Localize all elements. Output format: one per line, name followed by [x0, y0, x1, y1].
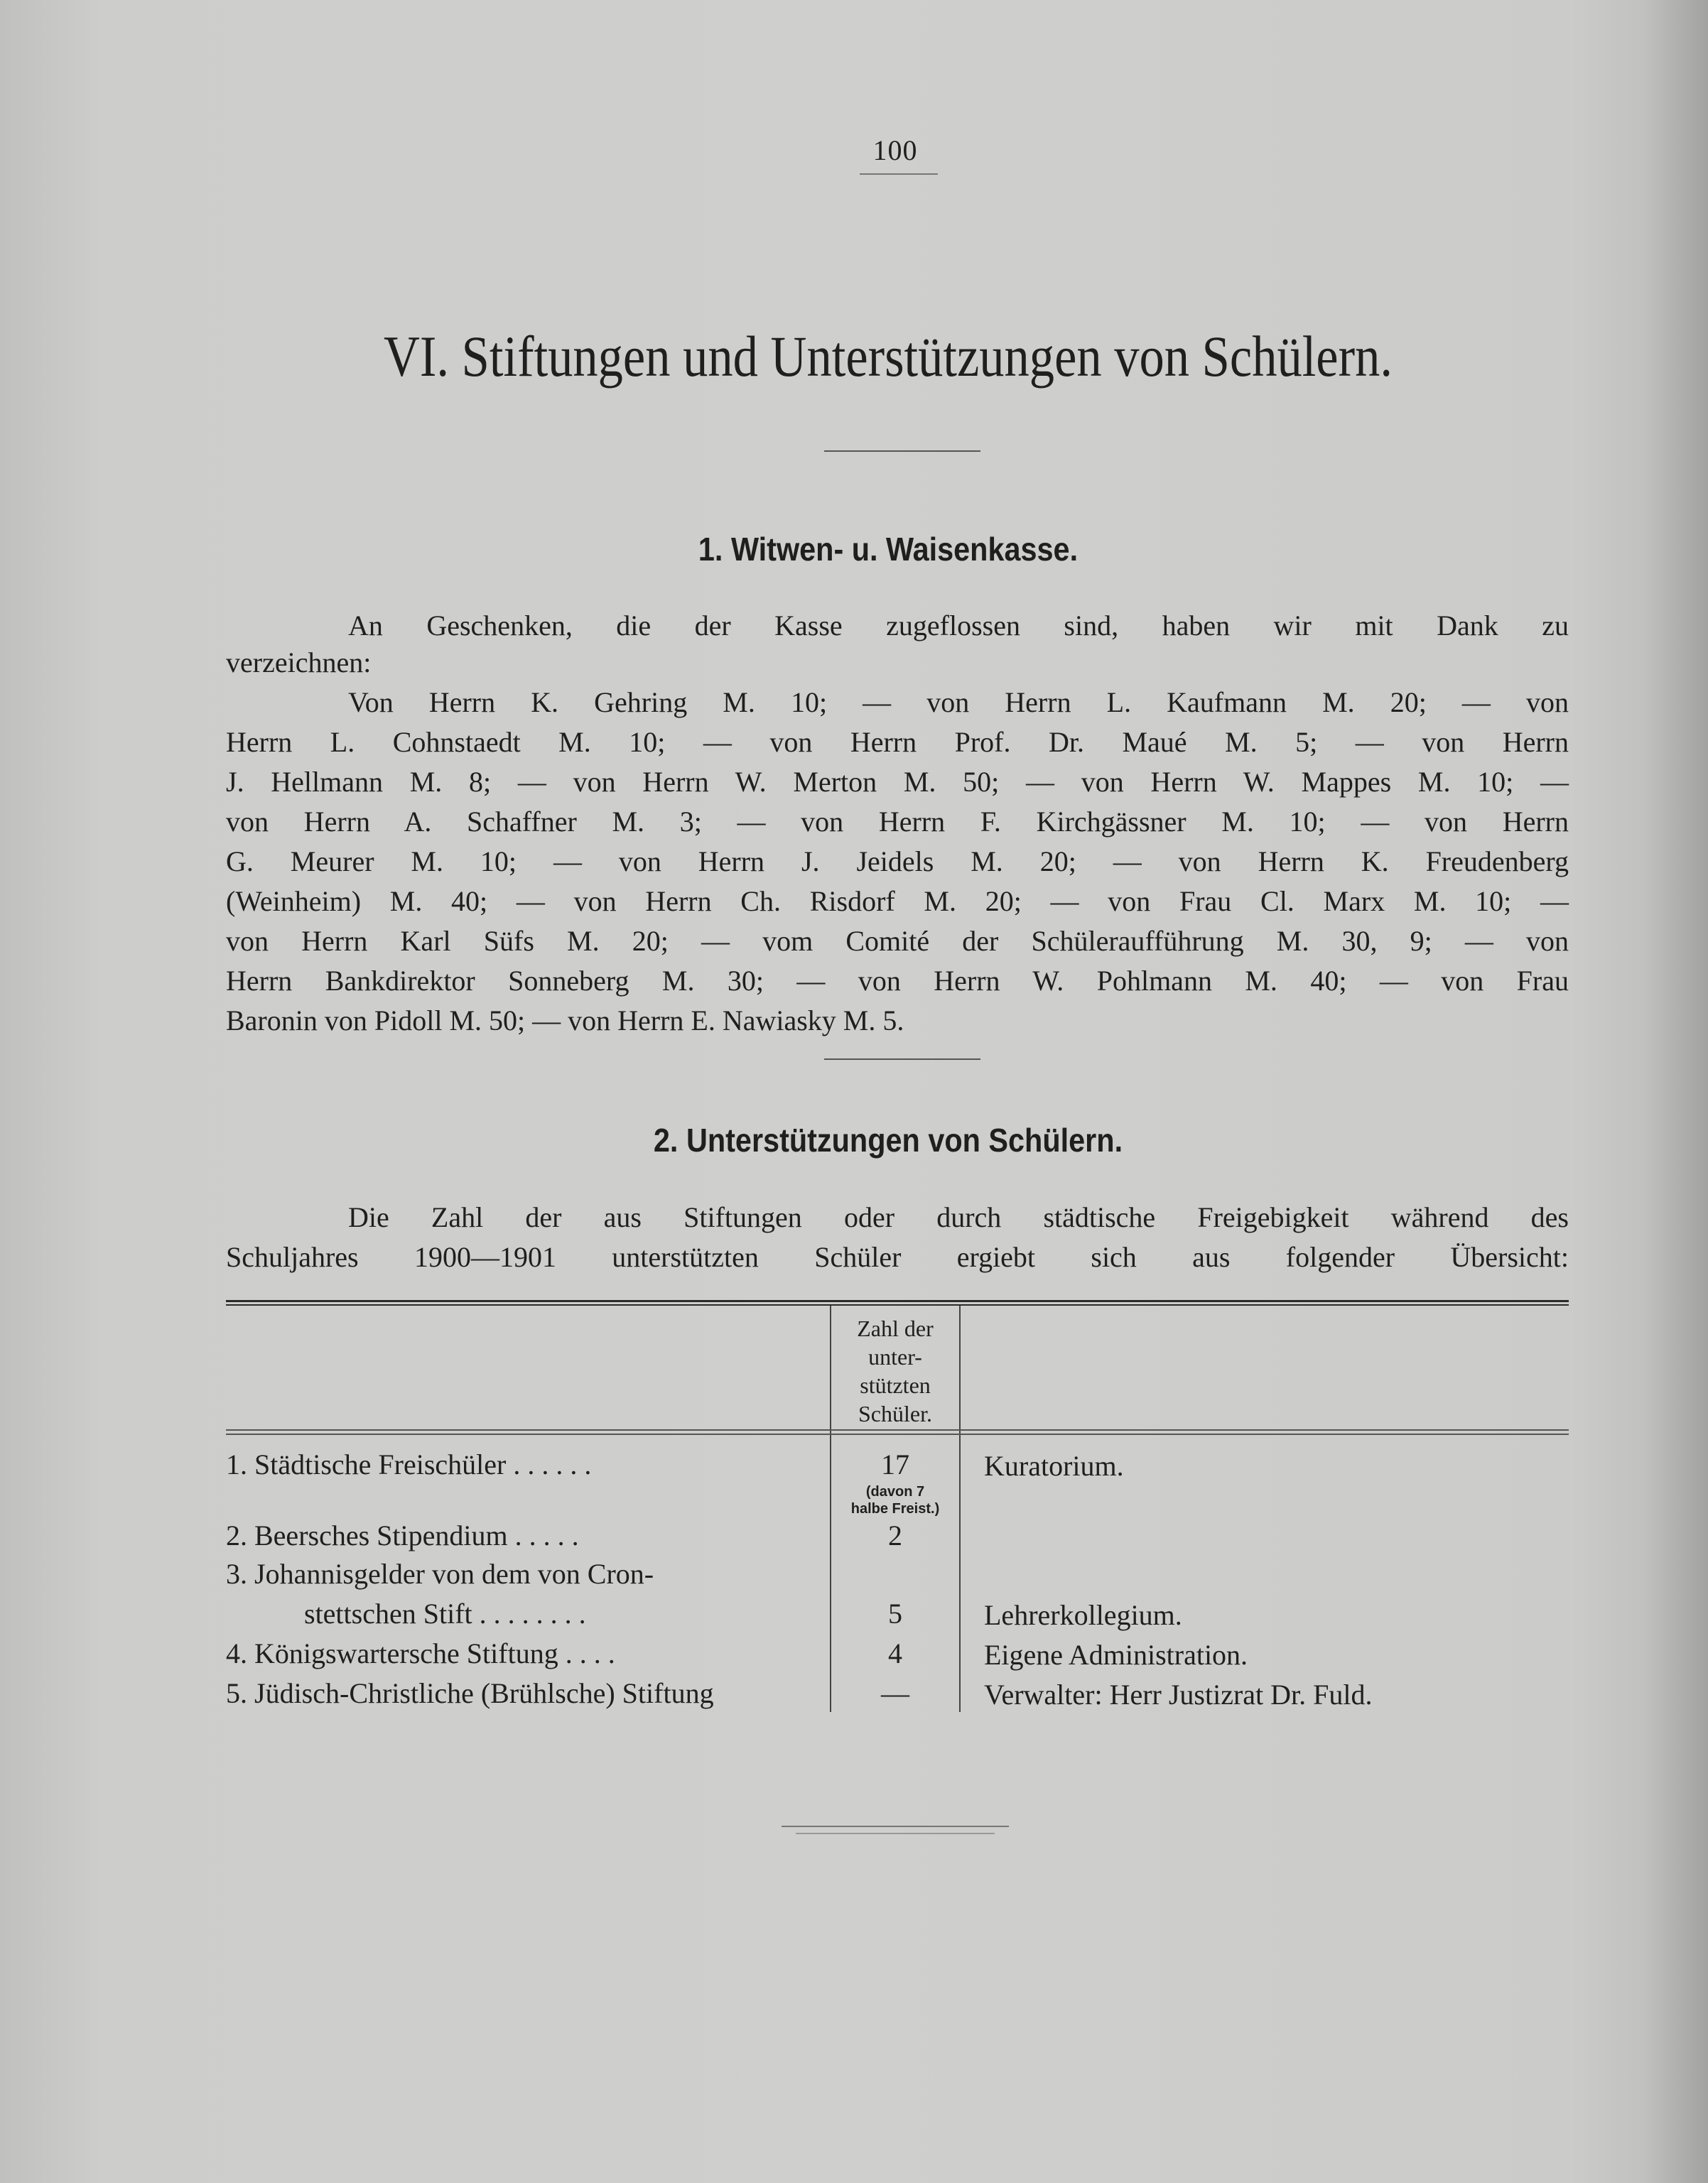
- chapter-title: VI. Stiftungen und Unterstützungen von Schülern.: [384, 324, 1393, 389]
- section1-line: J. Hellmann M. 8; — von Herrn W. Merton M. 50; — von Herrn W. Mappes M. 10; —: [226, 766, 1569, 798]
- table-top-rule: [226, 1300, 1569, 1302]
- table-row-admin: Kuratorium.: [984, 1450, 1124, 1482]
- end-divider: [782, 1826, 1009, 1827]
- table-header-rule: [226, 1434, 1569, 1435]
- page-edge-shadow: [1644, 0, 1708, 2183]
- table-column-divider: [959, 1306, 961, 1712]
- section1-line: An Geschenken, die der Kasse zugeflossen sind, haben wir mit Dank zu: [348, 610, 1569, 641]
- section1-line: verzeichnen:: [226, 646, 372, 678]
- table-row-count: 17: [881, 1448, 909, 1480]
- table-row-name: 2. Beersches Stipendium . . . . .: [226, 1520, 579, 1551]
- table-row-subnote: halbe Freist.): [850, 1501, 940, 1517]
- section1-line: Herrn Bankdirektor Sonneberg M. 30; — von Herrn W. Pohlmann M. 40; — von Frau: [226, 965, 1569, 997]
- table-header-rule: [226, 1429, 1569, 1431]
- chapter-divider: [824, 450, 980, 452]
- table-row-name: 3. Johannisgelder von dem von Cron-: [226, 1558, 654, 1590]
- table-row-count: 2: [888, 1520, 902, 1551]
- section-divider: [824, 1058, 980, 1060]
- section2-line: Die Zahl der aus Stiftungen oder durch städtische Freigebigkeit während des: [348, 1201, 1569, 1233]
- end-divider: [796, 1833, 995, 1834]
- section1-line: G. Meurer M. 10; — von Herrn J. Jeidels M. 20; — von Herrn K. Freudenberg: [226, 845, 1569, 877]
- table-row-count: 4: [888, 1637, 902, 1669]
- table-row-admin: Verwalter: Herr Justizrat Dr. Fuld.: [984, 1679, 1373, 1711]
- section1-line: von Herrn A. Schaffner M. 3; — von Herrn F. Kirchgässner M. 10; — von Herrn: [226, 806, 1569, 838]
- section1-line: Von Herrn K. Gehring M. 10; — von Herrn L. Kaufmann M. 20; — von: [348, 686, 1569, 718]
- table-top-rule: [226, 1304, 1569, 1306]
- table-row-name: 4. Königswartersche Stiftung . . . .: [226, 1637, 615, 1669]
- section1-line: Herrn L. Cohnstaedt M. 10; — von Herrn Prof. Dr. Maué M. 5; — von Herrn: [226, 726, 1569, 758]
- table-row-name: 1. Städtische Freischüler . . . . . .: [226, 1448, 592, 1480]
- table-row-name: 5. Jüdisch-Christliche (Brühlsche) Stiftung: [226, 1677, 714, 1709]
- section1-heading: 1. Witwen- u. Waisenkasse.: [698, 531, 1079, 568]
- section1-line: von Herrn Karl Süfs M. 20; — vom Comité der Schüleraufführung M. 30, 9; — von: [226, 925, 1569, 957]
- table-row-count: —: [881, 1677, 909, 1709]
- section2-heading: 2. Unterstützungen von Schülern.: [653, 1122, 1123, 1159]
- section1-line: Baronin von Pidoll M. 50; — von Herrn E. Nawiasky M. 5.: [226, 1004, 904, 1036]
- table-column-header: Zahl der unter- stützten Schüler.: [857, 1316, 934, 1426]
- table-row-admin: Lehrerkollegium.: [984, 1599, 1182, 1631]
- section2-line: Schuljahres 1900—1901 unterstützten Schüler ergiebt sich aus folgender Übersicht:: [226, 1241, 1569, 1273]
- section1-line: (Weinheim) M. 40; — von Herrn Ch. Risdorf M. 20; — von Frau Cl. Marx M. 10; —: [226, 885, 1569, 917]
- table-row-name-continued: stettschen Stift . . . . . . . .: [304, 1598, 586, 1630]
- table-row-subnote: (davon 7: [865, 1484, 925, 1500]
- table-row-count: 5: [888, 1598, 902, 1630]
- page-number-underline: [860, 173, 938, 175]
- table-row-admin: Eigene Administration.: [984, 1639, 1248, 1671]
- page-number: 100: [872, 134, 918, 166]
